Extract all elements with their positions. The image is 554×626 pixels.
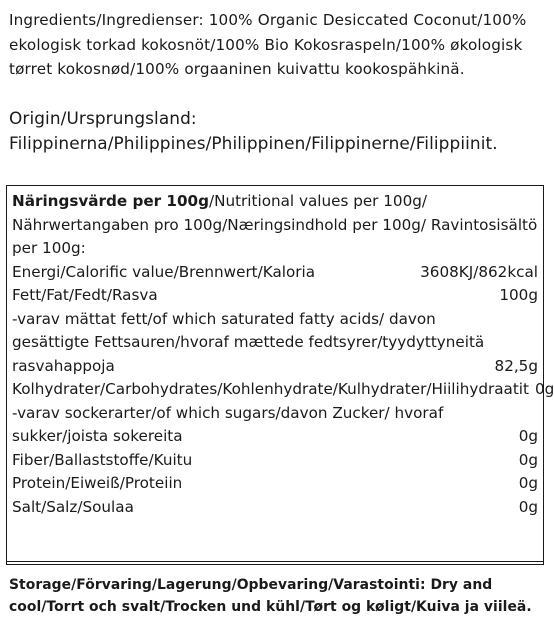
- table-spacer: [12, 519, 538, 555]
- table-divider: [7, 561, 543, 562]
- nutrition-row-carbohydrates: [12, 378, 554, 402]
- nutrition-heading-rest: /Nutritional values per 100g/ Nährwertangaben pro 100g/Næringsindhold per 100g/ Ravintosisältö per 100g:: [12, 192, 538, 257]
- nutrition-value: 82,5g: [494, 356, 538, 375]
- nutrition-row-sugars: [12, 402, 538, 449]
- nutrition-row-saturated-fat: [12, 308, 538, 379]
- nutrition-label: -varav sockerarter/of which sugars/davon Zucker/ hvoraf sukker/joista sokereita: [12, 403, 444, 445]
- nutrition-table: [6, 185, 554, 565]
- nutrition-heading: [12, 190, 538, 261]
- nutrition-row-fiber: [12, 449, 538, 473]
- origin-label: Origin/Ursprungsland:: [9, 108, 197, 128]
- nutrition-row-salt: [12, 496, 538, 520]
- nutrition-label: Salt/Salz/Soulaa: [12, 497, 134, 516]
- nutrition-label: Energi/Calorific value/Brennwert/Kaloria: [12, 262, 316, 281]
- nutrition-label: Protein/Eiweiß/Proteiin: [12, 474, 183, 492]
- nutrition-row-energy: [12, 261, 538, 285]
- nutrition-label: -varav mättat fett/of which saturated fatty acids/ davon gesättigte Fettsauren/hvoraf mættede fedtsyrer/tyydyttyneitä rasvahappoja: [12, 309, 485, 375]
- storage-text: Storage/Förvaring/Lagerung/Opbevaring/Varastointi: Dry and cool/Torrt och svalt/Trocken und kühl/Tørt og køligt/Kuiva ja viileä.: [9, 577, 532, 615]
- nutrition-value: 0g: [518, 497, 538, 516]
- nutrition-row-fat: [12, 284, 538, 308]
- ingredients-text: Ingredients/Ingredienser: 100% Organic Desiccated Coconut/100% ekologisk torkad kokosnöt/100% Bio Kokosraspeln/100% økologisk tørret kokosnød/100% orgaaninen kuivattu kookospähkinä.: [9, 11, 527, 78]
- nutrition-label: Fett/Fat/Fedt/Rasva: [12, 286, 158, 304]
- origin-block: [9, 106, 544, 155]
- nutrition-value: 3608KJ/862kcal: [420, 262, 538, 281]
- nutrition-value: 0g: [534, 380, 554, 398]
- nutrition-label: Fiber/Ballaststoffe/Kuitu: [12, 450, 193, 469]
- nutrition-heading-bold: Näringsvärde per 100g: [12, 192, 209, 210]
- nutrition-value: 0g: [518, 450, 538, 469]
- nutrition-value: 100g: [499, 286, 538, 304]
- nutrition-label: Kolhydrater/Carbohydrates/Kohlenhydrate/Kulhydrater/Hiilihydraatit: [12, 380, 529, 398]
- nutrition-value: 0g: [518, 427, 538, 445]
- nutrition-value: 0g: [518, 474, 538, 492]
- nutrition-row-protein: [12, 472, 538, 496]
- origin-value: Filippinerna/Philippines/Philippinen/Filippinerne/Filippiinit.: [9, 132, 498, 153]
